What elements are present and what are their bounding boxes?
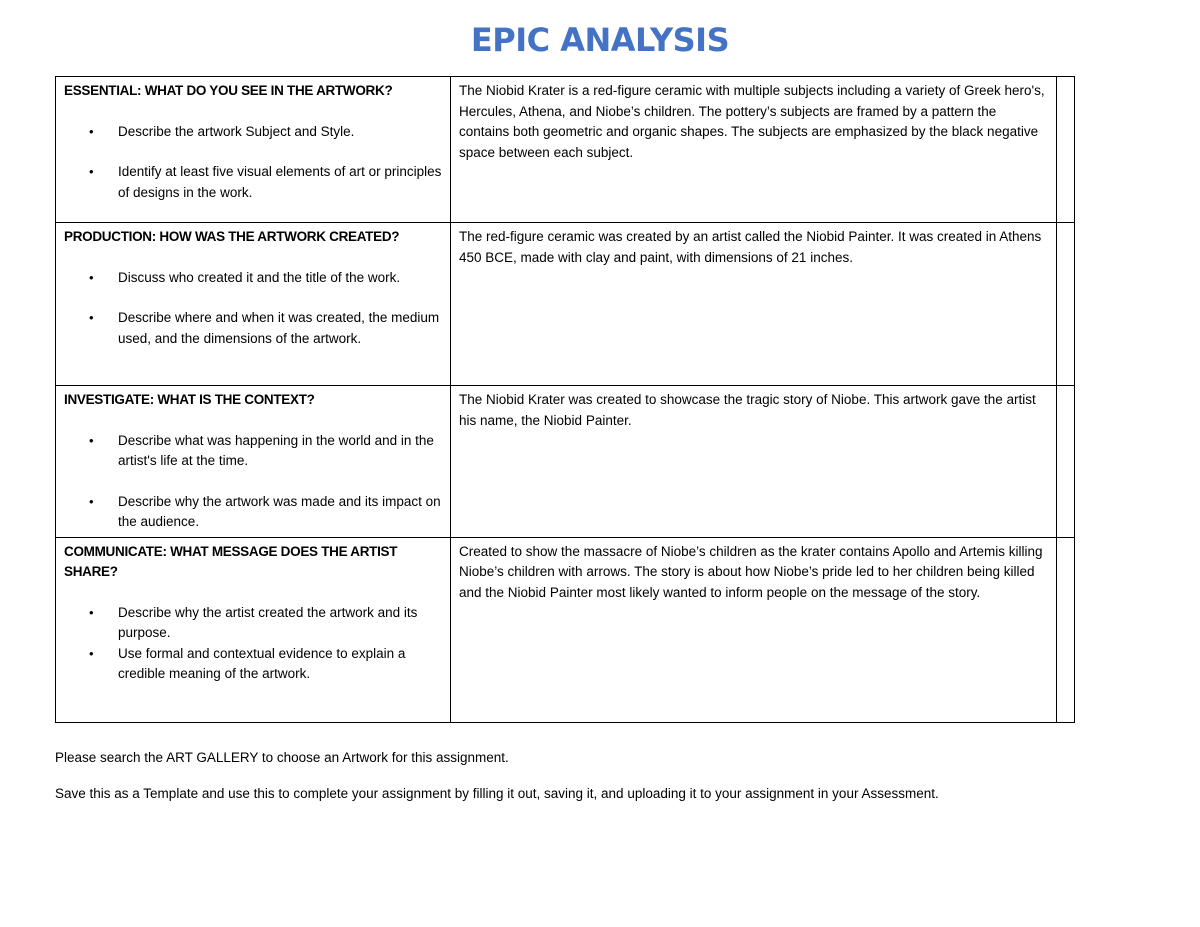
prompt-text: Describe what was happening in the world and in the artist's life at the time. (118, 432, 434, 468)
bullet-icon: • (89, 493, 94, 509)
table-row-production (56, 223, 1075, 386)
prompt-list (64, 431, 442, 533)
question-heading: COMMUNICATE: WHAT MESSAGE DOES THE ARTIST SHARE? (64, 543, 398, 579)
prompt-item (64, 308, 442, 349)
answer-cell[interactable] (451, 537, 1057, 722)
bullet-icon: • (89, 432, 94, 448)
page-title: EPIC ANALYSIS (470, 21, 730, 59)
prompt-list (64, 122, 442, 204)
prompt-item (64, 122, 442, 143)
question-heading: INVESTIGATE: WHAT IS THE CONTEXT? (64, 392, 315, 407)
instruction-note: Save this as a Template and use this to complete your assignment by filling it out, saving it, and uploading it to your assignment in your Assessment. (55, 786, 939, 801)
prompt-text: Use formal and contextual evidence to explain a credible meaning of the artwork. (118, 645, 406, 681)
table-row-investigate (56, 386, 1075, 538)
prompt-item (64, 268, 442, 289)
prompt-list (64, 603, 442, 685)
epic-analysis-table (55, 76, 1075, 723)
bullet-icon: • (89, 604, 94, 620)
table-row-essential (56, 77, 1075, 223)
bullet-icon: • (89, 645, 94, 661)
question-cell (56, 223, 451, 386)
answer-text: The Niobid Krater is a red-figure ceramic with multiple subjects including a variety of Greek hero's, Hercules, Athena, and Niobe’s children. The pottery’s subjects are framed by a pattern the contains both geometric and organic shapes. The subjects are emphasized by the black negative space between each subject. (459, 83, 1045, 160)
prompt-item (64, 644, 442, 685)
answer-cell[interactable] (451, 77, 1057, 223)
answer-cell[interactable] (451, 386, 1057, 538)
prompt-text: Identify at least five visual elements of art or principles of designs in the work. (118, 164, 442, 200)
question-cell (56, 77, 451, 223)
empty-cell (1057, 386, 1075, 538)
empty-cell (1057, 77, 1075, 223)
answer-cell[interactable] (451, 223, 1057, 386)
empty-cell (1057, 537, 1075, 722)
answer-text: The red-figure ceramic was created by an artist called the Niobid Painter. It was created in Athens 450 BCE, made with clay and paint, with dimensions of 21 inches. (459, 229, 1042, 265)
prompt-item (64, 431, 442, 472)
answer-text: The Niobid Krater was created to showcase the tragic story of Niobe. This artwork gave the artist his name, the Niobid Painter. (459, 392, 1036, 428)
empty-cell (1057, 223, 1075, 386)
bullet-icon: • (89, 269, 94, 285)
bullet-icon: • (89, 123, 94, 139)
instruction-note: Please search the ART GALLERY to choose an Artwork for this assignment. (55, 750, 509, 765)
prompt-list (64, 268, 442, 350)
prompt-text: Describe where and when it was created, the medium used, and the dimensions of the artwork. (118, 310, 440, 346)
bullet-icon: • (89, 310, 94, 325)
prompt-text: Describe why the artwork was made and its impact on the audience. (118, 493, 441, 529)
prompt-item (64, 162, 442, 203)
question-heading: PRODUCTION: HOW WAS THE ARTWORK CREATED? (64, 229, 400, 244)
bullet-icon: • (89, 164, 94, 179)
answer-text: Created to show the massacre of Niobe’s children as the krater contains Apollo and Artemis killing Niobe’s children with arrows. The story is about how Niobe’s pride led to her children being killed and the Niobid Painter most likely wanted to inform people on the message of the story. (459, 543, 1043, 600)
table-row-communicate (56, 537, 1075, 722)
question-cell (56, 386, 451, 538)
question-cell (56, 537, 451, 722)
prompt-text: Discuss who created it and the title of the work. (118, 269, 401, 285)
question-heading: ESSENTIAL: WHAT DO YOU SEE IN THE ARTWORK? (64, 83, 393, 98)
prompt-text: Describe the artwork Subject and Style. (118, 123, 355, 139)
prompt-item (64, 492, 442, 533)
prompt-item (64, 603, 442, 644)
prompt-text: Describe why the artist created the artwork and its purpose. (118, 604, 418, 640)
